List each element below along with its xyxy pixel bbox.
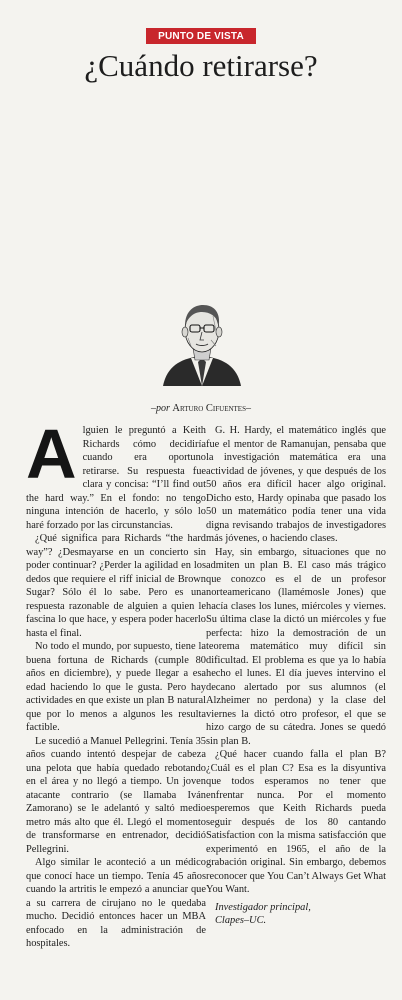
article-paragraph: G. H. Hardy, el matemático inglés que fue el mentor de Ramanujan, pensaba que la investigación matemática era una actividad de jóvenes, y que después de los 50 años era difícil hacer algo original. Dicho esto, Hardy opinaba que pasado los 50 un matemático podía tener una vida digna revisando trabajos de investigadores más jóvenes, o haciendo clases. [206,425,386,544]
headline: ¿Cuándo retirarse? [84,48,318,83]
article-paragraph [26,415,206,532]
article-paragraph: No todo el mundo, por supuesto, tiene la buena fortuna de Richards (cumple 80 años en diciembre), y puede llegar a esa edad haciendo lo que le gusta. Pero hay actividades en que existe un plan B natural que por lo menos a algunos les resulta factible. [26,641,206,733]
paragraph-text: lguien le preguntó a Keith Richards cómo decidiría cuando era oportuno retirarse. Su respuesta fue clara y concisa: “I’ll find out the hard way.” En el fondo: no tengo ninguna intención de hacerlo, y sólo lo haré forzado por las circunstancias. [26,425,206,531]
article-paragraph: Hay, sin embargo, situaciones que no admiten un plan B. El caso más trágico que conozco es el de un profesor norteamericano (llamémosle Jones) que hacía clases los lunes, miércoles y viernes. Su última clase la dictó un miércoles y fue perfecta: hizo la demostración de un teorema matemático muy difícil sin dificultad. El problema es que ya lo había hecho el lunes. El día jueves intervino el decano alertado por sus alumnos (el Alzheimer no perdona) y la clase del viernes la dictó otro profesor, el que se hizo cargo de su cátedra. Jones se quedó sin plan B. [206,546,386,747]
article-paragraph: ¿Qué significa para Richards “the hard way”? ¿Desmayarse en un concierto sin poder continuar? ¿Perder la agilidad en los dedos que requiere el riff inicial de Brown Sugar? Sólo él lo sabe. Pero es una respuesta razonable de alguien a quien le fascina lo que hace, y espera poder hacerlo hasta el final. [26,533,206,639]
author-portrait-illustration [161,296,243,386]
section-tag [0,26,402,44]
article-paragraph: Algo similar le aconteció a un médico que conocí hace un tiempo. Tenía 45 años cuando la artritis le empezó a anunciar que a su carrera de cirujano no le quedaba mucho. Decidió entonces hacer un MBA enfocado en la administración de hospitales. [26,857,206,949]
byline-suffix: – [245,403,251,414]
signoff-org: Clapes–UC. [215,915,267,926]
article-paragraph: Le sucedió a Manuel Pellegrini. Tenía 35 años cuando intentó despejar de cabeza una pelota que había quedado rebotando en el área y no llegó a tiempo. Un joven atacante contrario (se llamaba Iván Zamorano) se le adelantó y saltó medio metro más alto que él. Llegó el momento de transformarse en entrenador, decidió Pellegrini. [26,735,206,855]
section-tag-label: PUNTO DE VISTA [146,28,256,44]
author-signoff [206,901,386,928]
byline-author: Arturo Cifuentes [172,403,246,414]
drop-cap: A [26,415,77,493]
signoff-role: Investigador principal, [215,901,311,913]
article-paragraph: ¿Qué hacer cuando falla el plan B? ¿Cuál es el plan C? Esa es la disyuntiva que todos esperamos no tener que enfrentar nunca. Por el momento esperemos que Keith Richards pueda seguir después de los 80 cantando Satisfaction con la misma satisfacción que experimentó en 1965, el año de la grabación original. Sin embargo, debemos reconocer que You Can’t Always Get What You Want. [206,749,386,895]
article-column-left [26,415,206,951]
byline-prefix: –por [151,403,173,414]
article-column-right [206,424,386,928]
byline [0,402,402,416]
